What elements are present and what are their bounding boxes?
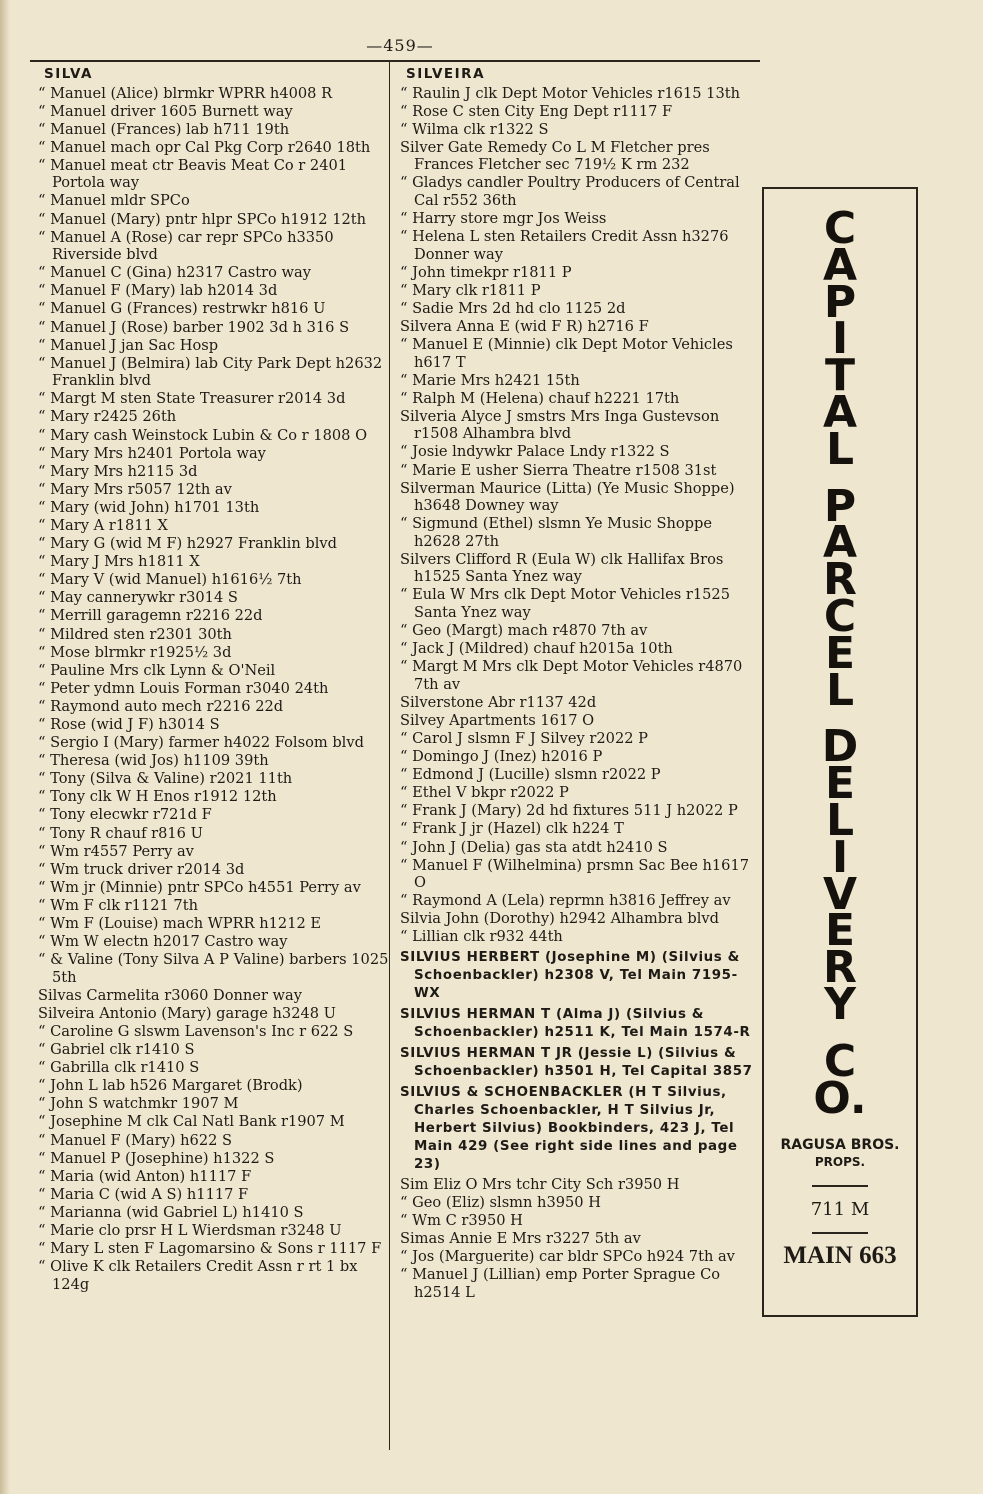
ad-title-word (822, 480, 858, 716)
directory-entry: “ Mary L sten F Lagomarsino & Sons r 1117 F (30, 1240, 394, 1258)
directory-entry: “ Marie Mrs h2421 15th (392, 372, 758, 390)
directory-entry: “ Raymond auto mech r2216 22d (30, 698, 394, 716)
directory-entry: “ Manuel mach opr Cal Pkg Corp r2640 18th (30, 139, 394, 157)
ad-title-letter: L (825, 794, 855, 846)
directory-entry: “ Frank J jr (Hazel) clk h224 T (392, 820, 758, 838)
directory-entry: “ Mary Mrs h2401 Portola way (30, 445, 394, 463)
directory-entry: “ Raulin J clk Dept Motor Vehicles r1615 13th (392, 85, 758, 103)
directory-entry: “ Helena L sten Retailers Credit Assn h3276 Donner way (392, 228, 758, 263)
directory-entry: “ Manuel C (Gina) h2317 Castro way (30, 264, 394, 282)
ad-proprietors-name: RAGUSA BROS. (780, 1137, 900, 1154)
directory-entry: “ John timekpr r1811 P (392, 264, 758, 282)
ad-title-letter: O. (813, 1072, 867, 1124)
directory-entry: “ Ralph M (Helena) chauf h2221 17th (392, 390, 758, 408)
directory-entry: “ Mary V (wid Manuel) h1616½ 7th (30, 571, 394, 589)
directory-entry: “ Manuel (Frances) lab h711 19th (30, 121, 394, 139)
directory-entry: “ Frank J (Mary) 2d hd fixtures 511 J h2022 P (392, 802, 758, 820)
ad-title-letter: C (823, 203, 857, 254)
ad-title-letter: C (823, 1035, 857, 1087)
directory-entry: Silvia John (Dorothy) h2942 Alhambra blvd (400, 910, 720, 928)
directory-entry: “ Manuel (Alice) blrmkr WPRR h4008 R (30, 85, 394, 103)
directory-entry: Silvera Anna E (wid F R) h2716 F (400, 317, 649, 335)
directory-entry: “ Maria C (wid A S) h1117 F (30, 1186, 394, 1204)
directory-entry: “ Wilma clk r1322 S (392, 121, 758, 139)
ad-title-word (822, 203, 858, 475)
ad-vertical-title (813, 203, 867, 1137)
directory-entry: SILVIUS HERBERT (Josephine M) (Silvius & Schoenbackler) h2308 V, Tel Main 7195-WX (400, 949, 740, 1001)
directory-entry: Simas Annie E Mrs r3227 5th av (400, 1230, 641, 1248)
directory-entry: “ Josie lndywkr Palace Lndy r1322 S (392, 443, 758, 461)
directory-entry: “ Manuel mldr SPCo (30, 192, 394, 210)
directory-entry: “ Tony clk W H Enos r1912 12th (30, 788, 394, 806)
directory-entry: “ Manuel J jan Sac Hosp (30, 337, 394, 355)
directory-entry: “ Sergio I (Mary) farmer h4022 Folsom blvd (30, 734, 394, 752)
directory-entry: “ Mary A r1811 X (30, 517, 394, 535)
directory-entry: Silverstone Abr r1137 42d (400, 693, 597, 711)
directory-entry: “ Mary Mrs r5057 12th av (30, 481, 394, 499)
directory-entry: “ John J (Delia) gas sta atdt h2410 S (392, 839, 758, 857)
ad-proprietors-label: PROPS. (814, 1155, 866, 1170)
ad-title-letter: E (824, 905, 856, 957)
section-heading-silva: SILVA (44, 66, 93, 82)
ad-divider-top (812, 1185, 868, 1187)
directory-entry: “ Caroline G slswm Lavenson's Inc r 622 S (30, 1023, 394, 1041)
directory-entry: Silvas Carmelita r3060 Donner way (38, 986, 302, 1004)
directory-entry: “ Wm W electn h2017 Castro way (30, 933, 394, 951)
page-number: —459— (366, 36, 434, 55)
directory-entry: SILVIUS & SCHOENBACKLER (H T Silvius, Charles Schoenbackler, H T Silvius Jr, Herbert Silvius) Bookbinders, 423 J, Tel Main 429 (See right side lines and page 23) (400, 1084, 738, 1172)
ad-title-letter: I (831, 831, 849, 883)
directory-entry: “ Harry store mgr Jos Weiss (392, 210, 758, 228)
directory-entry: “ Ethel V bkpr r2022 P (392, 784, 758, 802)
directory-entry: “ Wm F clk r1121 7th (30, 897, 394, 915)
ad-title-letter: P (823, 276, 857, 328)
ad-title-letter: L (825, 423, 855, 475)
directory-entry: “ Manuel E (Minnie) clk Dept Motor Vehicles h617 T (392, 336, 758, 371)
ad-title-letter: Y (824, 978, 856, 1030)
directory-entry: “ Manuel F (Mary) lab h2014 3d (30, 282, 394, 300)
directory-entry: “ Manuel (Mary) pntr hlpr SPCo h1912 12th (30, 211, 394, 229)
directory-entry: “ Manuel P (Josephine) h1322 S (30, 1150, 394, 1168)
directory-entry: “ Gladys candler Poultry Producers of Central Cal r552 36th (392, 174, 758, 209)
directory-entry: “ Manuel J (Lillian) emp Porter Sprague Co h2514 L (392, 1266, 758, 1301)
directory-entry: “ Gabrilla clk r1410 S (30, 1059, 394, 1077)
directory-entry: “ Wm r4557 Perry av (30, 843, 394, 861)
ad-address: 711 M (810, 1199, 870, 1221)
directory-entry: “ Mary (wid John) h1701 13th (30, 499, 394, 517)
directory-entry: “ Lillian clk r932 44th (392, 928, 758, 946)
directory-entry: “ Manuel J (Rose) barber 1902 3d h 316 S (30, 319, 394, 337)
directory-entry: “ Manuel F (Wilhelmina) prsmn Sac Bee h1617 O (392, 857, 758, 892)
directory-entry: “ Mary clk r1811 P (392, 282, 758, 300)
directory-entry: “ Margt M sten State Treasurer r2014 3d (30, 390, 394, 408)
directory-entry: “ Mary Mrs h2115 3d (30, 463, 394, 481)
directory-entry: Silvey Apartments 1617 O (400, 711, 595, 729)
directory-entry: “ Eula W Mrs clk Dept Motor Vehicles r1525 Santa Ynez way (392, 586, 758, 621)
page-edge-shadow (0, 0, 10, 1494)
directory-entry: “ Maria (wid Anton) h1117 F (30, 1168, 394, 1186)
directory-entry: “ Olive K clk Retailers Credit Assn r rt 1 bx 124g (30, 1258, 394, 1293)
capital-parcel-delivery-ad (762, 187, 918, 1317)
directory-entry: “ Mary cash Weinstock Lubin & Co r 1808 O (30, 427, 394, 445)
directory-entry: “ Rose (wid J F) h3014 S (30, 716, 394, 734)
directory-entry: “ Mildred sten r2301 30th (30, 626, 394, 644)
directory-entry: “ Tony R chauf r816 U (30, 825, 394, 843)
ad-title-letter: R (823, 942, 857, 994)
ad-title-letter: C (823, 590, 857, 642)
directory-entry: “ & Valine (Tony Silva A P Valine) barbers 1025 5th (30, 951, 394, 986)
ad-title-letter: T (824, 350, 855, 402)
directory-entry: “ Peter ydmn Louis Forman r3040 24th (30, 680, 394, 698)
section-heading-silveira: SILVEIRA (406, 66, 486, 82)
directory-entry: “ Manuel G (Frances) restrwkr h816 U (30, 300, 394, 318)
directory-entry: “ Tony (Silva & Valine) r2021 11th (30, 770, 394, 788)
ad-title-letter: E (824, 627, 856, 679)
ad-title-letter: A (822, 517, 858, 569)
directory-entry: Silverman Maurice (Litta) (Ye Music Shoppe) h3648 Downey way (400, 479, 735, 515)
directory-entry: “ Tony elecwkr r721d F (30, 806, 394, 824)
ad-title-letter: P (823, 480, 857, 532)
directory-entry: “ Wm truck driver r2014 3d (30, 861, 394, 879)
directory-entry: “ John L lab h526 Margaret (Brodk) (30, 1077, 394, 1095)
ad-phone: MAIN 663 (783, 1242, 897, 1270)
ad-title-letter: A (822, 386, 858, 438)
directory-entry: “ Geo (Eliz) slsmn h3950 H (392, 1194, 758, 1212)
directory-entry: “ Theresa (wid Jos) h1109 39th (30, 752, 394, 770)
ad-title-word (821, 721, 859, 1030)
directory-entry: “ Domingo J (Inez) h2016 P (392, 748, 758, 766)
ad-title-letter: V (822, 868, 858, 920)
middle-entry-list (392, 85, 758, 1302)
directory-entry: “ Wm C r3950 H (392, 1212, 758, 1230)
ad-title-letter: E (824, 758, 856, 810)
directory-entry: “ Marie clo prsr H L Wierdsman r3248 U (30, 1222, 394, 1240)
directory-entry: “ Raymond A (Lela) reprmn h3816 Jeffrey av (392, 892, 758, 910)
directory-entry: Sim Eliz O Mrs tchr City Sch r3950 H (400, 1175, 680, 1193)
directory-entry: “ John S watchmkr 1907 M (30, 1095, 394, 1113)
directory-entry: “ Edmond J (Lucille) slsmn r2022 P (392, 766, 758, 784)
directory-entry: “ Mary r2425 26th (30, 408, 394, 426)
ad-title-word (813, 1035, 867, 1124)
directory-entry: “ May cannerywkr r3014 S (30, 589, 394, 607)
directory-entry: “ Rose C sten City Eng Dept r1117 F (392, 103, 758, 121)
directory-entry: “ Josephine M clk Cal Natl Bank r1907 M (30, 1113, 394, 1131)
ad-title-letter: A (822, 239, 858, 291)
directory-entry: “ Pauline Mrs clk Lynn & O'Neil (30, 662, 394, 680)
ad-title-letter: L (825, 664, 855, 716)
directory-entry: “ Wm F (Louise) mach WPRR h1212 E (30, 915, 394, 933)
directory-entry: “ Marie E usher Sierra Theatre r1508 31st (392, 462, 758, 480)
directory-entry: “ Sigmund (Ethel) slsmn Ye Music Shoppe h2628 27th (392, 515, 758, 550)
directory-entry: Silveira Antonio (Mary) garage h3248 U (38, 1004, 336, 1022)
middle-column (392, 64, 758, 1302)
directory-entry: “ Manuel A (Rose) car repr SPCo h3350 Riverside blvd (30, 229, 394, 264)
directory-entry: “ Gabriel clk r1410 S (30, 1041, 394, 1059)
directory-entry: “ Jack J (Mildred) chauf h2015a 10th (392, 640, 758, 658)
directory-entry: “ Manuel meat ctr Beavis Meat Co r 2401 Portola way (30, 157, 394, 192)
directory-entry: “ Wm jr (Minnie) pntr SPCo h4551 Perry av (30, 879, 394, 897)
directory-entry: “ Manuel J (Belmira) lab City Park Dept h2632 Franklin blvd (30, 355, 394, 390)
header-rule (30, 60, 760, 62)
directory-entry: “ Mary G (wid M F) h2927 Franklin blvd (30, 535, 394, 553)
ad-title-letter: I (831, 313, 849, 365)
directory-entry: “ Marianna (wid Gabriel L) h1410 S (30, 1204, 394, 1222)
directory-entry: “ Mose blrmkr r1925½ 3d (30, 644, 394, 662)
directory-entry: SILVIUS HERMAN T JR (Jessie L) (Silvius & Schoenbackler) h3501 H, Tel Capital 3857 (400, 1045, 753, 1079)
directory-entry: “ Jos (Marguerite) car bldr SPCo h924 7th av (392, 1248, 758, 1266)
directory-entry: “ Geo (Margt) mach r4870 7th av (392, 622, 758, 640)
directory-entry: “ Margt M Mrs clk Dept Motor Vehicles r4870 7th av (392, 658, 758, 693)
ad-title-letter: R (823, 554, 857, 606)
directory-entry: Silver Gate Remedy Co L M Fletcher pres Frances Fletcher sec 719½ K rm 232 (400, 138, 710, 174)
directory-entry: “ Manuel F (Mary) h622 S (30, 1132, 394, 1150)
directory-entry: “ Manuel driver 1605 Burnett way (30, 103, 394, 121)
directory-entry: “ Carol J slsmn F J Silvey r2022 P (392, 730, 758, 748)
directory-entry: “ Mary J Mrs h1811 X (30, 553, 394, 571)
directory-entry: Silvers Clifford R (Eula W) clk Hallifax Bros h1525 Santa Ynez way (400, 550, 724, 586)
directory-entry: Silveria Alyce J smstrs Mrs Inga Gustevson r1508 Alhambra blvd (400, 407, 720, 443)
directory-entry: SILVIUS HERMAN T (Alma J) (Silvius & Schoenbackler) h2511 K, Tel Main 1574-R (400, 1006, 751, 1040)
ad-divider-bottom (812, 1232, 868, 1234)
directory-entry: “ Merrill garagemn r2216 22d (30, 607, 394, 625)
left-column (30, 64, 394, 1294)
directory-entry: “ Sadie Mrs 2d hd clo 1125 2d (392, 300, 758, 318)
left-entry-list (30, 85, 394, 1294)
ad-proprietors (780, 1137, 899, 1169)
ad-title-letter: D (821, 721, 859, 773)
